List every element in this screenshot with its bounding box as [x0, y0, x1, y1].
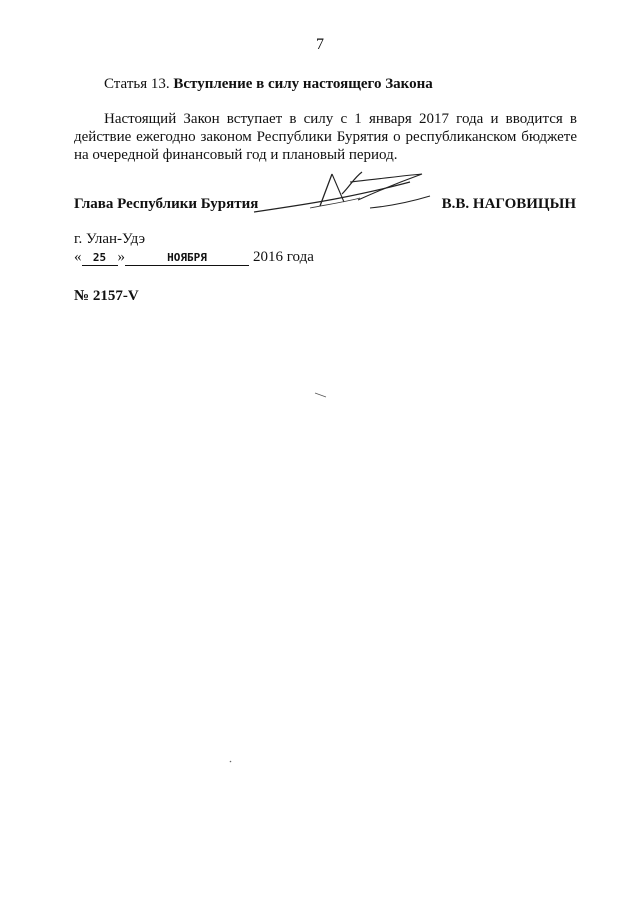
- article-body: Настоящий Закон вступает в силу с 1 января 2017 года и вводится в действие ежегодно законом Республики Бурятия о республиканском бюджете на очередной финансовый год и плановый период.: [74, 111, 577, 163]
- page-number: 7: [316, 36, 324, 53]
- date-close-quote: »: [117, 249, 125, 265]
- scan-speck: [314, 392, 328, 398]
- article-heading: [104, 76, 433, 93]
- date-year: 2016 года: [253, 249, 314, 265]
- date-month: НОЯБРЯ: [125, 251, 249, 266]
- signatory-position: Глава Республики Бурятия: [74, 196, 259, 212]
- article-title: Вступление в силу настоящего Закона: [173, 76, 433, 92]
- date-day: 25: [82, 251, 118, 266]
- signing-date: [74, 249, 314, 266]
- city: г. Улан-Удэ: [74, 231, 146, 247]
- law-number: № 2157-V: [74, 288, 139, 304]
- date-open-quote: «: [74, 249, 82, 265]
- scan-speck: [229, 760, 232, 763]
- article-label: Статья 13.: [104, 76, 170, 92]
- signatory-name: В.В. НАГОВИЦЫН: [441, 196, 576, 212]
- handwritten-signature: [250, 168, 440, 218]
